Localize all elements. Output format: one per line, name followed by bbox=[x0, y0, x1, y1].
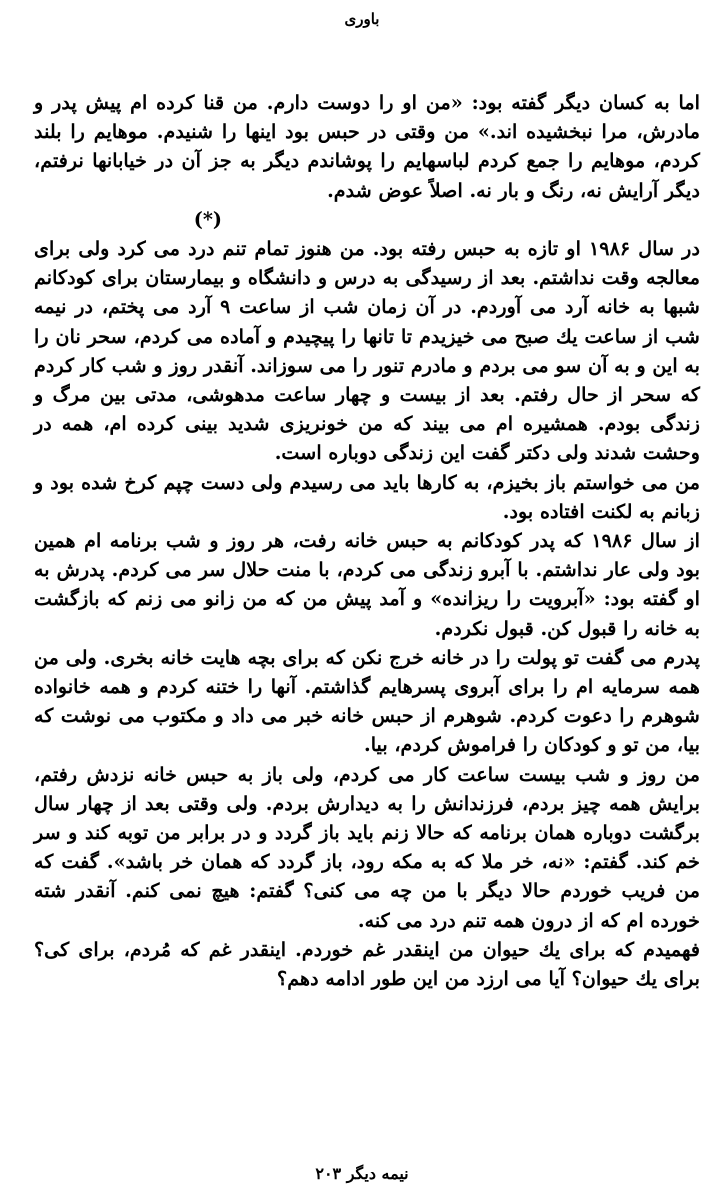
page-footer-number: نیمه دیگر ۲۰۳ bbox=[315, 1164, 409, 1183]
paragraph: از سال ۱۹۸۶ که پدر کودکانم به حبس خانه رفت، هر روز و شب برنامه ام همین بود ولی عار نداشتم. با آبرو زندگی می کردم، با منت حلال سر می کردم. پدرش به او گفته بود: «آبرویت را ریزانده» و آمد پیش من که من زانو می زنم که بازگشت به خانه را قبول کن. قبول نکردم. bbox=[34, 529, 700, 640]
paragraph: پدرم می گفت تو پولت را در خانه خرج نکن که برای بچه هایت خانه بخری. ولی من همه سرمایه ام را برای آبروی پسرهایم گذاشتم. آنها را ختنه کردم و همه خانواده شوهرم را دعوت کردم. شوهرم از حبس خانه خبر می داد و مکتوب می نوشت که بیا، من تو و کودکان را فراموش کردم، بیا. bbox=[34, 645, 700, 757]
page-header-title: باوری bbox=[344, 10, 380, 28]
paragraph: در سال ۱۹۸۶ او تازه به حبس رفته بود. من هنوز تمام تنم درد می کرد ولی برای معالجه وقت نداشتم. بعد از رسیدگی به درس و دانشگاه و بیمارستان برای کودکانم شبها به خانه آرد می آوردم. در آن زمان شب از ساعت ۹ آرد می پختم، در نیمه شب از ساعت یك صبح می خیزیدم تا تانها را پیچیدم و آماده می کردم، سحر نان را به این و به آن سو می بردم و مادرم تنور را می سوزاند. آنقدر روز و شب کار کردم که سحر از حال رفتم. بعد از بیست و چهار ساعت مدهوشی، مدتی بین مرگ و زندگی بودم. همشیره ام می بیند که من خونریزی شدید بینی کرده ام، همه در وحشت شدند ولی دکتر گفت این زندگی دوباره است. bbox=[34, 237, 700, 465]
body-text bbox=[34, 88, 700, 993]
paragraph: فهمیدم که برای یك حیوان من اینقدر غم خوردم. اینقدر غم که مُردم، برای کی؟ برای یك حیوان؟ آیا می ارزد من این طور ادامه دهم؟ bbox=[34, 937, 700, 991]
footnote-marker: (*) bbox=[193, 207, 222, 231]
paragraph: من روز و شب بیست ساعت کار می کردم، ولی باز به حبس خانه نزدش رفتم، برایش همه چیز بردم، فرزندانش را به دیدارش بردم. ولی وقتی بعد از چهار سال برگشت دوباره همان برنامه که حالا زنم باید باز گردد و در برابر من توبه کند و سر خم کند. گفتم: «نه، خر ملا که به مکه رود، باز گردد که همان خر باشد». گفت که من فریب خوردم حالا دیگر با من چه می کنی؟ گفتم: هیچ نمی کنم. آنقدر شته خورده ام که از درون همه تنم درد می کنه. bbox=[34, 762, 700, 932]
paragraph: اما به کسان دیگر گفته بود: «من او را دوست دارم. من قنا کرده ام پیش پدر و مادرش، مرا نبخشیده اند.» من وقتی در حبس بود اینها را شنیدم. موهایم را بلند کردم، موهایم را جمع کردم لباسهایم را پوشاندم دیگر به جز آن در خیابانها نرفتم، دیگر آرایش نه، رنگ و بار نه. اصلاً عوض شدم. bbox=[34, 91, 700, 202]
paragraph: من می خواستم باز بخیزم، به کارها باید می رسیدم ولی دست چپم کرخ شده بود و زبانم به لکنت افتاده بود. bbox=[34, 470, 700, 523]
